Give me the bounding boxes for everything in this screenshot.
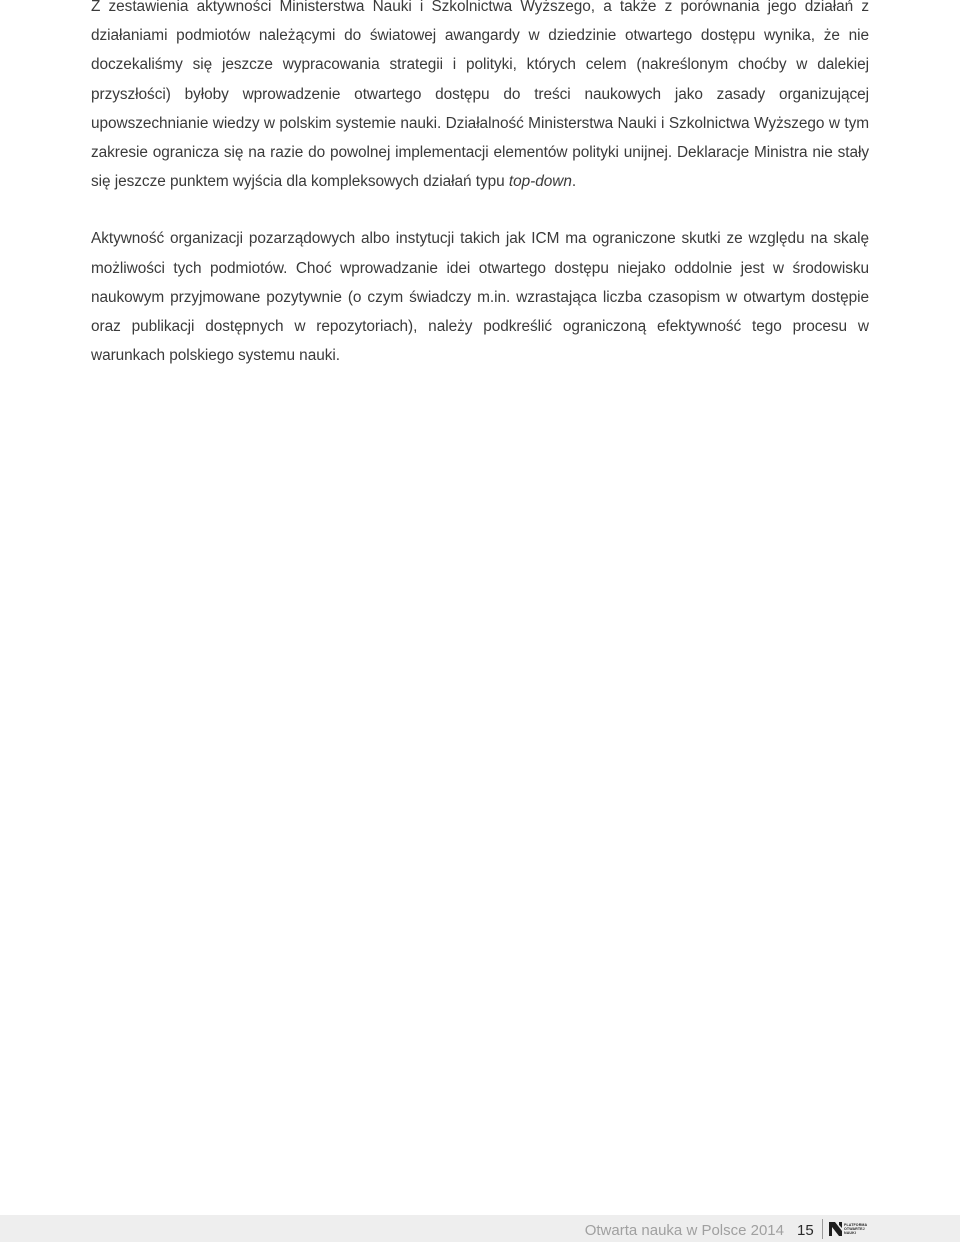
paragraph-text-end: . <box>571 173 577 191</box>
logo-n-icon <box>829 1222 842 1236</box>
logo-line-3: NAUKI <box>844 1231 856 1235</box>
paragraph-ngo-activity: Aktywność organizacji pozarządowych albo instytucji takich jak ICM ma ograniczone skutki ze względu na skalę możliwości tych podmiotów. Choć wprowadzanie idei otwartego dostępu niejako oddolnie jest w środowisku naukowym przyjmowane pozytywnie (o czym świadczy m.in. wzrastająca liczba czasopism w otwartym dostępie oraz publikacji dostępnych w repozytoriach), należy podkreślić ograniczoną efektywność tego procesu w warunkach polskiego systemu nauki. <box>91 230 869 365</box>
page-footer <box>0 1215 960 1242</box>
footer-divider <box>822 1219 823 1239</box>
logo-line-1: PLATFORMA <box>844 1223 868 1227</box>
page-number: 15 <box>797 1222 814 1239</box>
logo-wordmark <box>844 1223 867 1235</box>
paragraph-text: Z zestawienia aktywności Ministerstwa Nauki i Szkolnictwa Wyższego, a także z porównania jego działań z działaniami podmiotów należącymi do światowej awangardy w dziedzinie otwartego dostępu wynika, że nie doczekaliśmy się jeszcze wypracowania strategii i polityki, których celem (nakreślonym choćby w dalekiej przyszłości) byłoby wprowadzenie otwartego dostępu do treści naukowych jako zasady organizującej upowszechnianie wiedzy w polskim systemie nauki. Działalność Ministerstwa Nauki i Szkolnictwa Wyższego w tym zakresie ogranicza się na razie do powolnej implementacji elementów polityki unijnej. Deklaracje Ministra nie stały się jeszcze punktem wyjścia dla kompleksowych działań typu <box>91 0 869 191</box>
page-content <box>91 0 869 398</box>
footer-title: Otwarta nauka w Polsce 2014 <box>584 1222 784 1239</box>
platforma-otwartej-nauki-logo <box>829 1221 875 1237</box>
logo-line-2: OTWARTEJ <box>844 1227 865 1231</box>
paragraph-ministry-activity <box>91 0 869 196</box>
emphasis-term: top-down <box>508 173 572 191</box>
